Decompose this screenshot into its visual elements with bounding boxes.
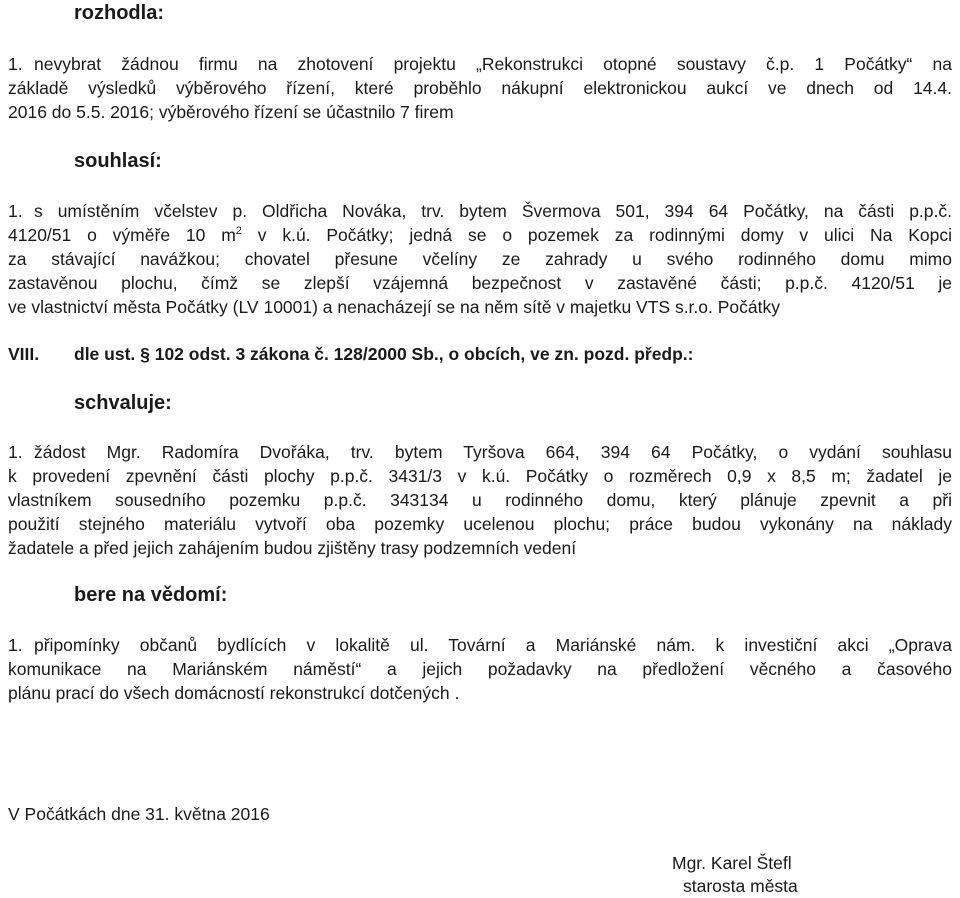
item-line: nevybrat žádnou firmu na zhotovení projektu „Rekonstrukci otopné soustavy č.p. 1 Počátky“ na <box>34 54 952 74</box>
item-number: 1. <box>8 54 23 74</box>
item-line: za stávající navážkou; chovatel přesune včelíny ze zahrady u svého rodinného domu mimo <box>8 249 952 269</box>
item-line: ve vlastnictví města Počátky (LV 10001) a nenacházejí se na něm sítě v majetku VTS s.r.o. Počátky <box>8 297 780 317</box>
rozhodla-item <box>8 52 952 124</box>
item-line: komunikace na Mariánském náměstí“ a jejich požadavky na předložení věcného a časového <box>8 659 952 679</box>
item-line: k provedení zpevnění části plochy p.p.č. 3431/3 v k.ú. Počátky o rozměrech 0,9 x 8,5 m; žadatel je <box>8 466 952 486</box>
item-line: s umístěním včelstev p. Oldřicha Nováka, trv. bytem Švermova 501, 394 64 Počátky, na části p.p.č. <box>34 201 952 221</box>
item-line: vlastníkem sousedního pozemku p.p.č. 343134 u rodinného domu, který plánuje zpevnit a při <box>8 490 952 510</box>
item-line-area <box>8 223 952 247</box>
section-roman-numeral: VIII. <box>8 344 40 364</box>
item-first-line-wrap <box>34 633 952 657</box>
item-line: základě výsledků výběrového řízení, které proběhlo nákupní elektronickou aukcí ve dnech od 14.4. <box>8 78 952 98</box>
schvaluje-item <box>8 440 952 560</box>
bere-item <box>8 633 952 705</box>
item-line: žádost Mgr. Radomíra Dvořáka, trv. bytem Tyršova 664, 394 64 Počátky, o vydání souhlasu <box>34 442 952 462</box>
item-number: 1. <box>8 635 23 655</box>
item-line: použití stejného materiálu vytvoří oba pozemky ucelenou plochu; práce budou vykonány na náklady <box>8 514 952 534</box>
item-first-line-wrap <box>34 52 952 76</box>
item-first-line-wrap <box>34 440 952 464</box>
heading-rozhodla: rozhodla: <box>74 2 164 24</box>
section-legal-reference: dle ust. § 102 odst. 3 zákona č. 128/2000 Sb., o obcích, ve zn. pozd. předp.: <box>74 344 694 364</box>
heading-bere-na-vedomi: bere na vědomí: <box>74 584 228 606</box>
item-number: 1. <box>8 442 23 462</box>
item-first-line-wrap <box>34 199 952 223</box>
item-line: plánu prací do všech domácností rekonstrukcí dotčených . <box>8 683 460 703</box>
item-line-part: v k.ú. Počátky; jedná se o pozemek za rodinnými domy v ulici Na Kopci <box>241 225 952 245</box>
item-line: zastavěnou plochu, čímž se zlepší vzájemná bezpečnost v zastavěné části; p.p.č. 4120/51 je <box>8 273 952 293</box>
signer-name: Mgr. Karel Štefl <box>672 853 792 873</box>
souhlasi-item <box>8 199 952 319</box>
place-and-date: V Počátkách dne 31. května 2016 <box>8 804 270 824</box>
item-line: 2016 do 5.5. 2016; výběrového řízení se účastnilo 7 firem <box>8 102 454 122</box>
superscript: 2 <box>235 225 242 238</box>
item-number: 1. <box>8 201 23 221</box>
signer-title: starosta města <box>683 876 798 896</box>
heading-schvaluje: schvaluje: <box>74 392 172 414</box>
item-line: připomínky občanů bydlících v lokalitě ul. Tovární a Mariánské nám. k investiční akci „Oprava <box>34 635 952 655</box>
item-line-part: 4120/51 o výměře 10 m <box>8 225 236 245</box>
item-line: žadatele a před jejich zahájením budou zjištěny trasy podzemních vedení <box>8 538 577 558</box>
heading-souhlasi: souhlasí: <box>74 150 162 172</box>
